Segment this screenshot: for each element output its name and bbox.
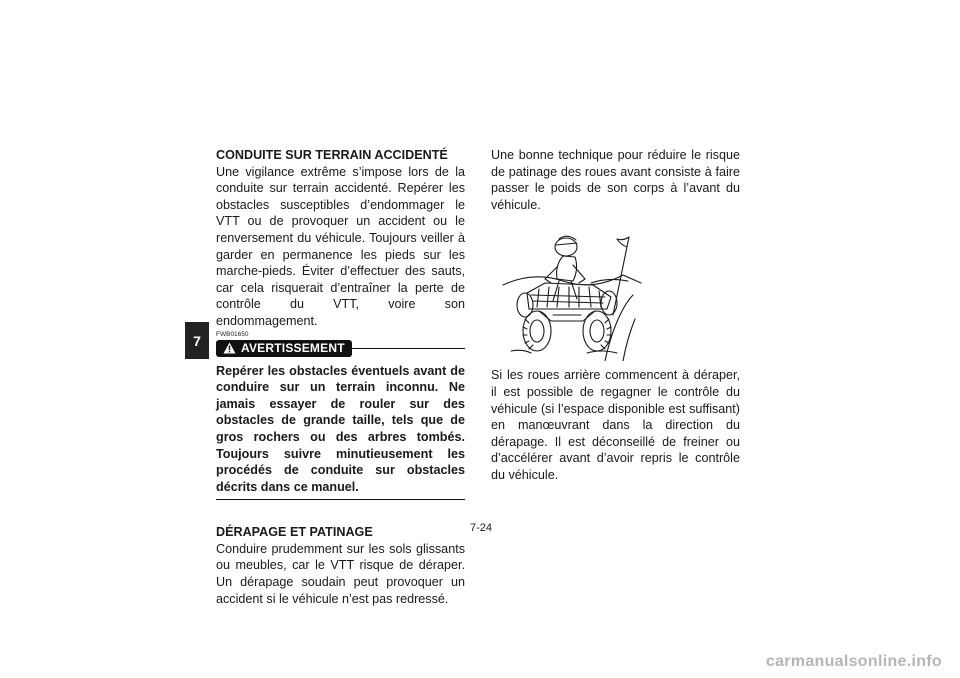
rough-terrain-paragraph: Une vigilance extrême s’impose lors de la conduite sur terrain accidenté. Repérer les obstacles susceptibles d’endommager le VTT ou de provoquer un accident ou le renversement du véhicule. Toujours veiller à garder en permanence les pieds sur les marche-pieds. Éviter d’effectuer des sauts, car cela risquerait d’entraîner la perte de contrôle du VTT, voire son endommagement. xyxy=(216,164,465,328)
warning-triangle-icon xyxy=(223,342,236,354)
atv-rider-illustration xyxy=(493,223,643,361)
warning-header xyxy=(216,340,465,357)
warning-badge xyxy=(216,340,352,357)
weight-shift-paragraph: Une bonne technique pour réduire le risque de patinage des roues avant consiste à faire passer le poids de son corps à l’avant du véhicule. xyxy=(491,148,740,212)
warning-label: AVERTISSEMENT xyxy=(241,340,345,355)
skid-recovery-paragraph: Si les roues arrière commencent à déraper, il est possible de regagner le contrôle du véhicule (si l’espace disponible est suffisant) en manœuvrant dans la direction du dérapage. Il est déconseillé de freiner ou d’accélérer avant d’avoir repris le contrôle du véhicule. xyxy=(491,368,740,482)
watermark: carmanualsonline.info xyxy=(765,653,942,670)
warning-text: Repérer les obstacles éventuels avant de conduire sur un terrain inconnu. Ne jamais essayer de rouler sur des obstacles de grande taille, tels que de gros rochers ou des arbres tombés. Toujours suivre minutieusement les procédés de conduite sur obstacles décrits dans ce manuel. xyxy=(216,363,465,494)
skidding-paragraph: Conduire prudemment sur les sols glissants ou meubles, car le VTT risque de déraper. Un dérapage soudain peut provoquer un accident si le véhicule n’est pas redressé. xyxy=(216,541,465,606)
section-heading-rough-terrain: CONDUITE SUR TERRAIN ACCIDENTÉ xyxy=(216,148,448,162)
page-number: 7-24 xyxy=(469,522,493,534)
right-column xyxy=(491,147,740,484)
chapter-tab: 7 xyxy=(185,322,209,359)
section-heading-skidding: DÉRAPAGE ET PATINAGE xyxy=(216,525,373,540)
warning-code: FWB01650 xyxy=(216,330,249,338)
left-column xyxy=(216,147,465,607)
